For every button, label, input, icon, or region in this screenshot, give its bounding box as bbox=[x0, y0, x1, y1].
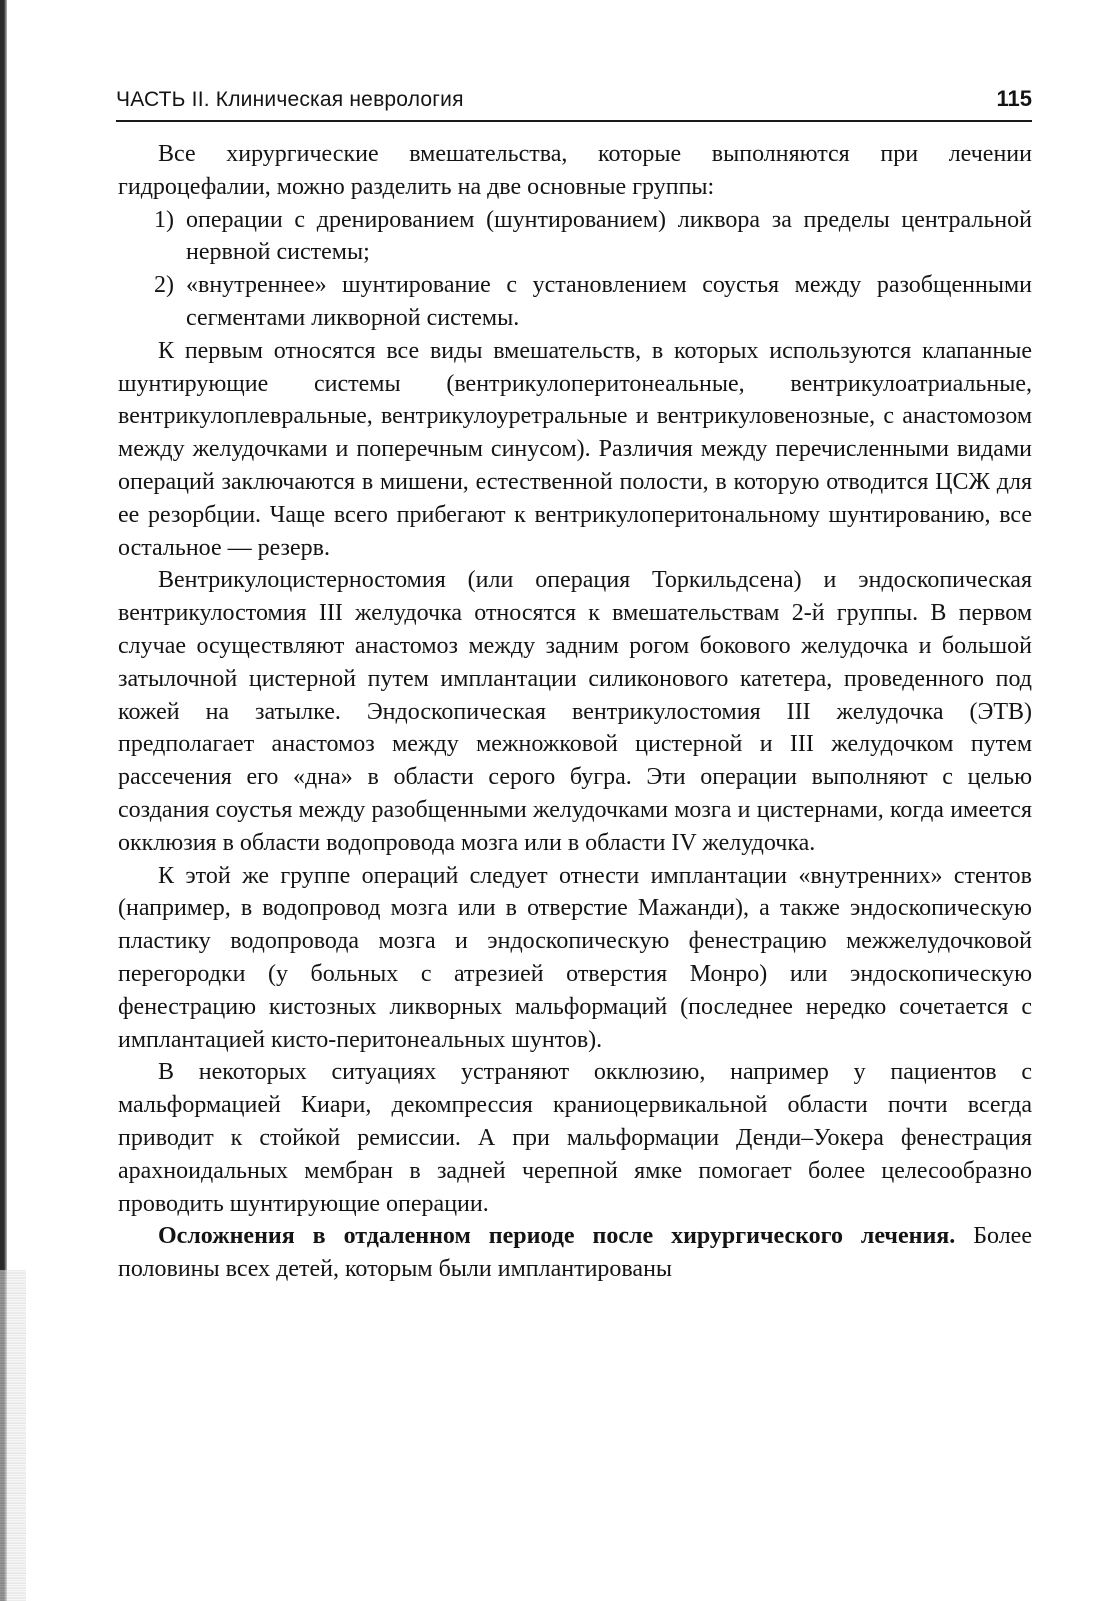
page-edge-scan-noise bbox=[0, 1270, 26, 1601]
list-item-number: 1) bbox=[154, 206, 174, 233]
list-item-text: «внутреннее» шунтирование с установлением соустья между разобщенными сегментами ликворной системы. bbox=[186, 272, 1032, 331]
complications-text: Более половины всех детей, которым были имплантированы bbox=[118, 1223, 1032, 1283]
list-item-text: операции с дренированием (шунтированием) ликвора за пределы центральной нервной системы; bbox=[186, 206, 1032, 266]
intro-paragraph: Все хирургические вмешательства, которые выполняются при лечении гидроцефалии, можно разделить на две основные группы: bbox=[118, 141, 1032, 200]
paragraph-ventriculocisternostomy: Вентрикулоцистерностомия (или операция Торкильдсена) и эндоскопическая вентрикулостомия III желудочка относятся к вмешательствам 2-й группы. В первом случае осуществляют анастомоз между задним рогом бокового желудочка и большой затылочной цистерной путем имплантации силиконового катетера, проведенного под кожей на затылке. Эндоскопическая вентрикулостомия III желудочка (ЭТВ) предполагает анастомоз между межножковой цистерной и III желудочком путем рассечения его «дна» в области серого бугра. Эти операции выполняют с целью создания соустья между разобщенными желудочками мозга и цистернами, когда имеется окклюзия в области водопровода мозга или в области IV желудочка. bbox=[118, 567, 1032, 856]
page-number: 115 bbox=[996, 86, 1032, 111]
running-header bbox=[116, 86, 1032, 122]
list-item bbox=[118, 269, 1032, 335]
list-item-number: 2) bbox=[154, 272, 174, 299]
paragraph-internal-stents: К этой же группе операций следует отнести имплантации «внутренних» стентов (например, в водопровод мозга или в отверстие Мажанди), а также эндоскопическую пластику водопровода мозга и эндоскопическую фенестрацию межжелудочковой перегородки (у больных с атрезией отверстия Монро) или эндоскопическую фенестрацию кистозных ликворных мальформаций (последнее нередко сочетается с имплантацией кисто-перитонеальных шунтов). bbox=[118, 862, 1032, 1053]
list-item bbox=[118, 204, 1032, 270]
running-title: ЧАСТЬ II. Клиническая неврология bbox=[116, 88, 464, 111]
complications-heading: Осложнения в отдаленном периоде после хирургического лечения. bbox=[158, 1223, 956, 1250]
operation-groups-list bbox=[118, 204, 1032, 335]
paragraph-complications bbox=[118, 1220, 1032, 1286]
paragraph-occlusion: В некоторых ситуациях устраняют окклюзию, например у пациентов с мальформацией Киари, декомпрессия краниоцервикальной области почти всегда приводит к стойкой ремиссии. А при мальформации Денди–Уокера фенестрация арахноидальных мембран в задней черепной ямке помогает более целесообразно проводить шунтирующие операции. bbox=[118, 1059, 1032, 1217]
paragraph-shunt-systems: К первым относятся все виды вмешательств, в которых используются клапанные шунтирующие системы (вентрикулоперитонеальные, вентрикулоатриальные, вентрикулоплевральные, вентрикулоуретральные и вентрикуловенозные, с анастомозом между желудочками и поперечным синусом). Различия между перечисленными видами операций заключаются в мишени, естественной полости, в которую отводится ЦСЖ для ее резорбции. Чаще всего прибегают к вентрикулоперитональному шунтированию, все остальное — резерв. bbox=[118, 337, 1032, 561]
page-body bbox=[118, 138, 1032, 1286]
